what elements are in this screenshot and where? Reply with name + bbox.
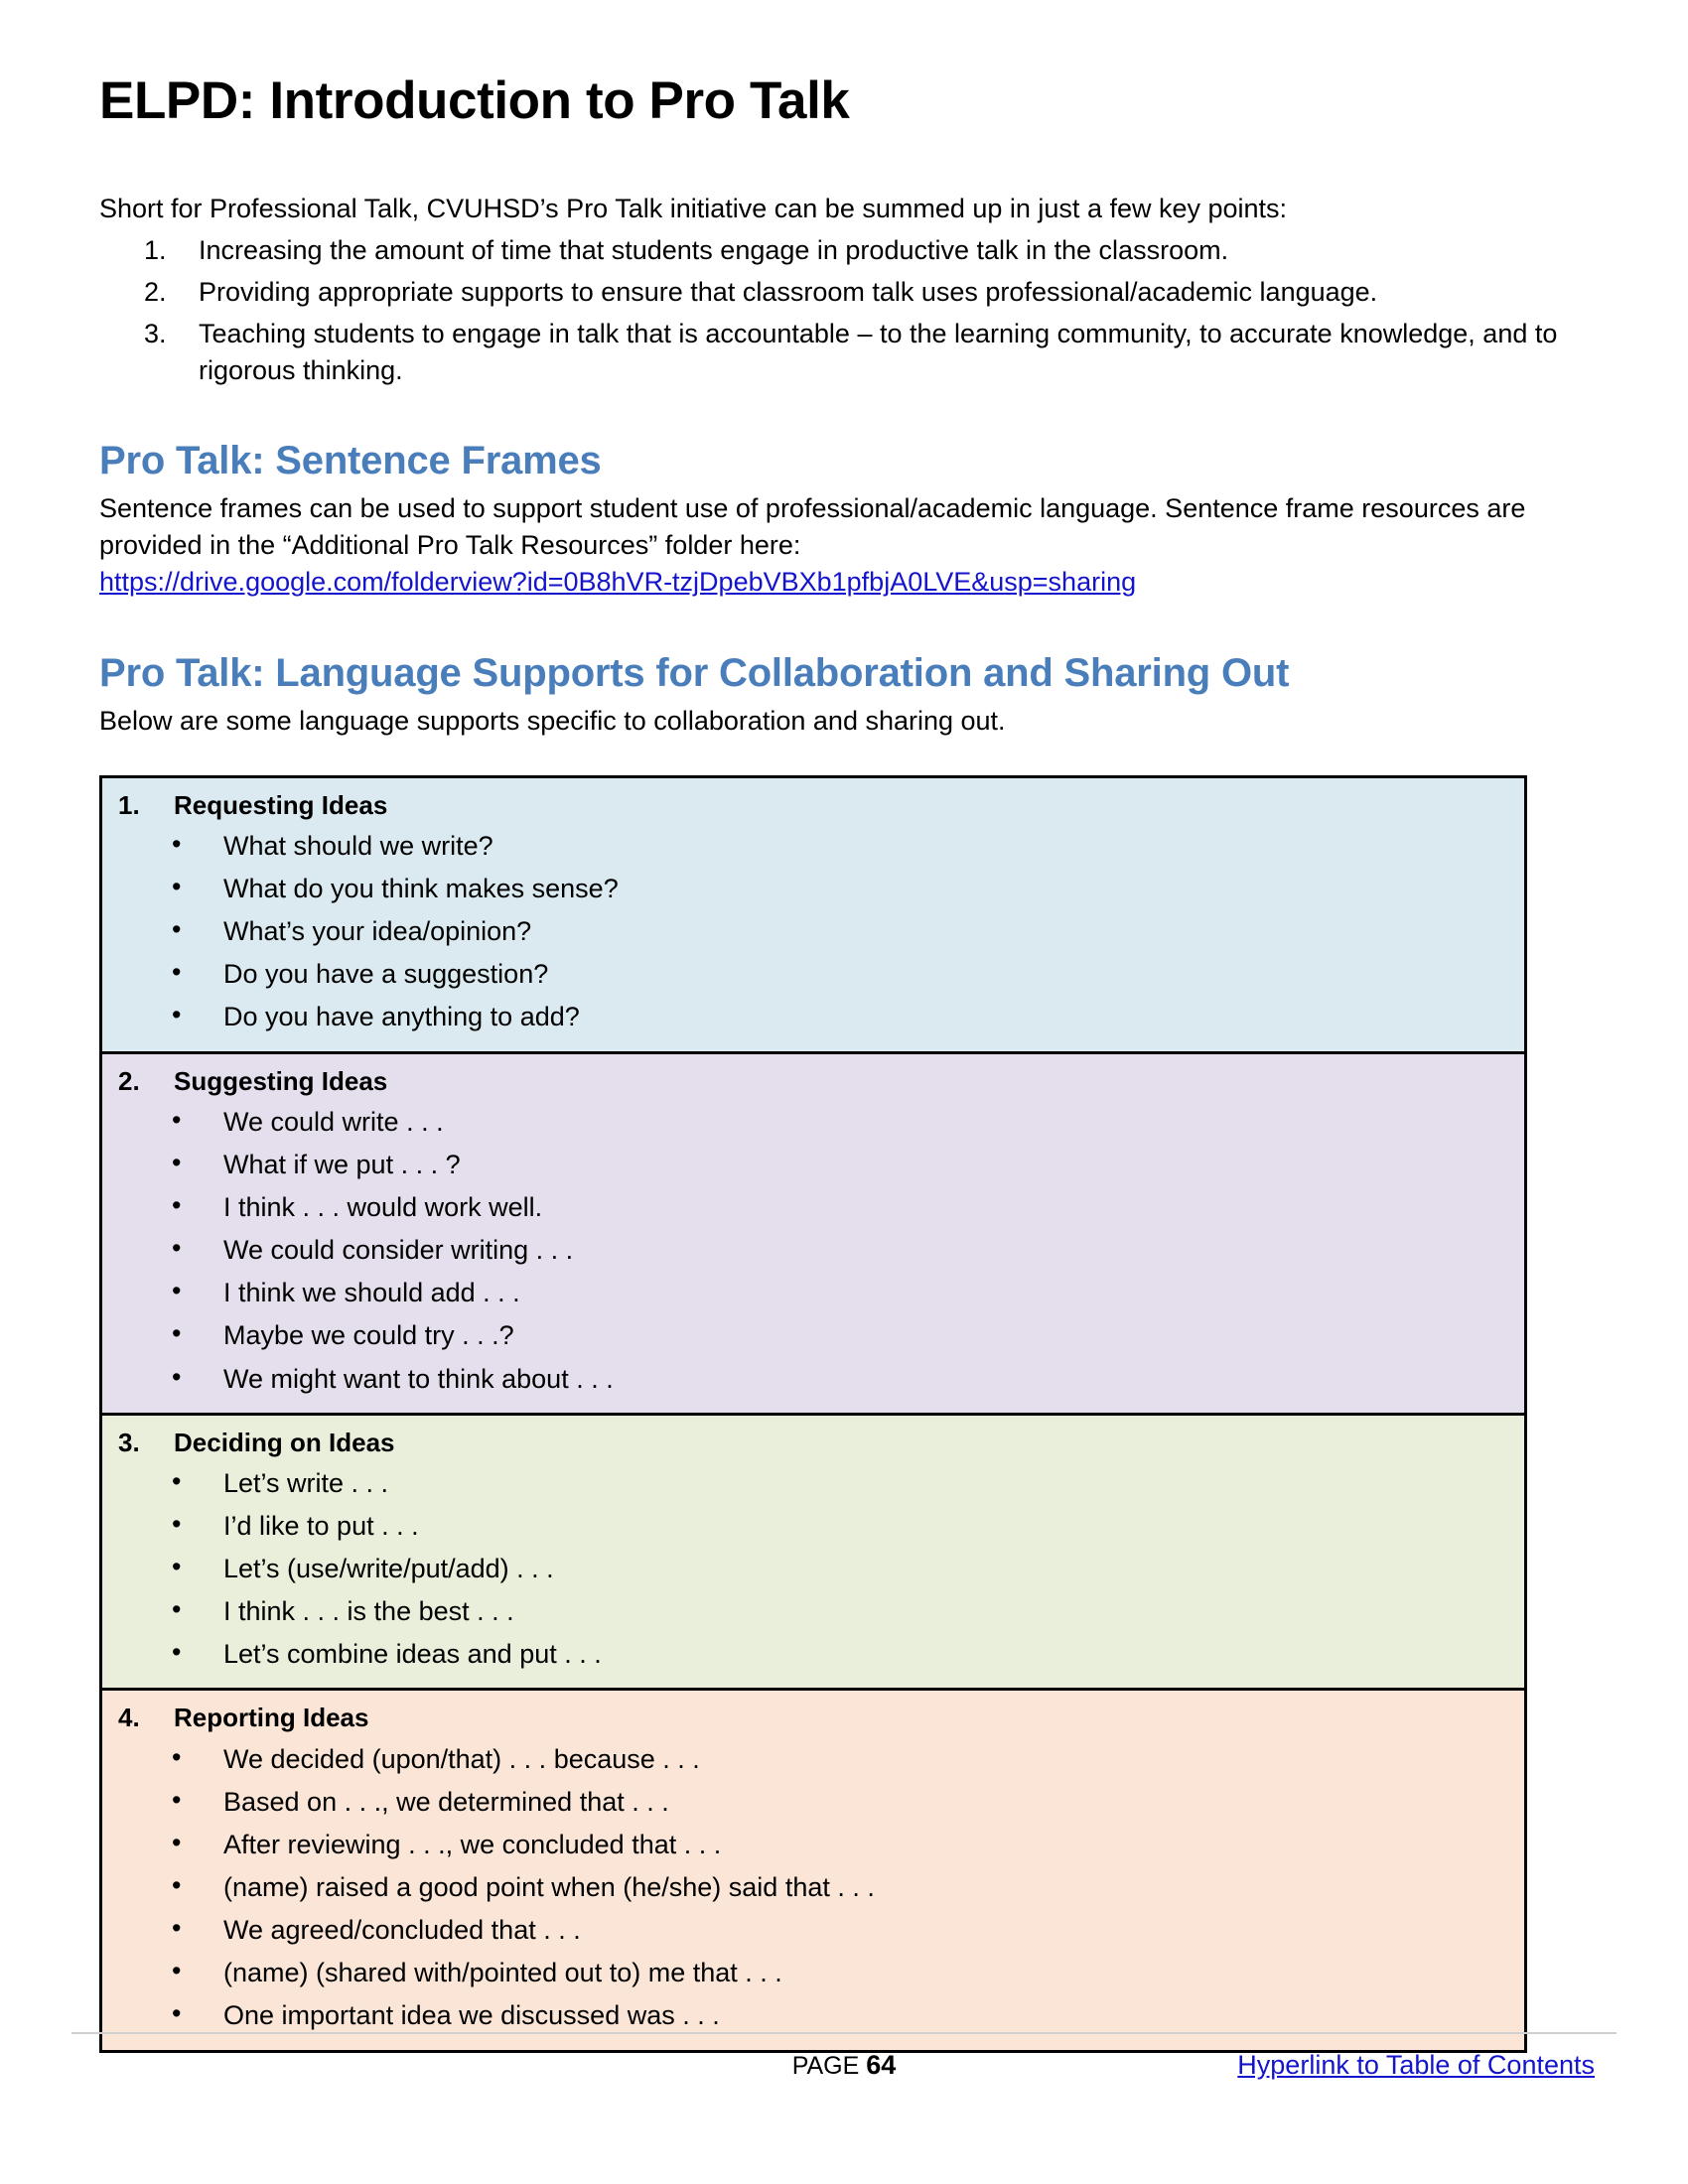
list-item: • We could consider writing . . . xyxy=(102,1231,1524,1270)
table-row xyxy=(102,1416,1524,1692)
page-footer xyxy=(71,2032,1617,2100)
page-number: 64 xyxy=(866,2050,897,2080)
language-supports-table xyxy=(99,775,1527,2053)
page-word: PAGE xyxy=(791,2052,860,2080)
list-item: • Let’s write . . . xyxy=(102,1464,1524,1503)
list-item: • Do you have anything to add? xyxy=(102,998,1524,1036)
list-item: • (name) (shared with/pointed out to) me that . . . xyxy=(102,1954,1524,1992)
list-item: • What if we put . . . ? xyxy=(102,1146,1524,1184)
table-row xyxy=(102,778,1524,1054)
category-number: 4. xyxy=(118,1703,140,1733)
category-number: 1. xyxy=(118,789,140,820)
frame-list xyxy=(102,1103,1524,1399)
section-heading-language-supports: Pro Talk: Language Supports for Collaboration and Sharing Out xyxy=(99,650,1290,695)
google-drive-folder-link[interactable]: https://drive.google.com/folderview?id=0B8hVR-tzjDpebVBXb1pfbjA0LVE&usp=sharing xyxy=(99,567,1137,598)
frame-list xyxy=(102,1740,1524,2036)
category-title xyxy=(102,1426,1524,1460)
list-item: • We might want to think about . . . xyxy=(102,1360,1524,1399)
list-item: • One important idea we discussed was . . . xyxy=(102,1996,1524,2035)
table-row xyxy=(102,1054,1524,1416)
list-item: • After reviewing . . ., we concluded that . . . xyxy=(102,1826,1524,1864)
category-title xyxy=(102,1701,1524,1735)
list-item: • What do you think makes sense? xyxy=(102,870,1524,908)
frame-list xyxy=(102,1464,1524,1675)
language-supports-paragraph: Below are some language supports specific to collaboration and sharing out. xyxy=(99,705,1006,736)
category-label: Suggesting Ideas xyxy=(174,1065,388,1096)
list-item: • We decided (upon/that) . . . because . . . xyxy=(102,1740,1524,1779)
sentence-frames-paragraph: Sentence frames can be used to support student use of professional/academic language. Sentence frame resources are provided in the “Additional Pro Talk Resources” folder here: xyxy=(99,492,1526,561)
table-row xyxy=(102,1691,1524,2049)
list-item: Teaching students to engage in talk that is accountable – to the learning community, to accurate knowledge, and to rigorous thinking. xyxy=(199,318,1558,385)
section-heading-sentence-frames: Pro Talk: Sentence Frames xyxy=(99,438,602,482)
intro-numbered-list xyxy=(99,232,1559,389)
category-label: Requesting Ideas xyxy=(174,789,388,820)
category-title xyxy=(102,788,1524,823)
list-item: • Maybe we could try . . .? xyxy=(102,1316,1524,1355)
intro-lead-paragraph: Short for Professional Talk, CVUHSD’s Pro Talk initiative can be summed up in just a few key points: xyxy=(99,193,1288,223)
list-item: • I think we should add . . . xyxy=(102,1274,1524,1312)
category-label: Deciding on Ideas xyxy=(174,1427,395,1457)
list-item: • What’s your idea/opinion? xyxy=(102,912,1524,951)
frame-list xyxy=(102,827,1524,1037)
list-item: • (name) raised a good point when (he/she) said that . . . xyxy=(102,1868,1524,1907)
list-item: • Based on . . ., we determined that . . . xyxy=(102,1783,1524,1822)
list-item: Increasing the amount of time that students engage in productive talk in the classroom. xyxy=(199,234,1229,265)
page-title: ELPD: Introduction to Pro Talk xyxy=(99,71,850,130)
list-item: • We could write . . . xyxy=(102,1103,1524,1142)
category-number: 3. xyxy=(118,1427,140,1457)
list-item: • Do you have a suggestion? xyxy=(102,955,1524,994)
category-title xyxy=(102,1064,1524,1099)
list-item: Providing appropriate supports to ensure that classroom talk uses professional/academic language. xyxy=(199,276,1378,307)
list-item: • I’d like to put . . . xyxy=(102,1507,1524,1546)
list-item: • We agreed/concluded that . . . xyxy=(102,1911,1524,1950)
category-label: Reporting Ideas xyxy=(174,1703,369,1733)
list-item: • What should we write? xyxy=(102,827,1524,866)
list-item: • Let’s (use/write/put/add) . . . xyxy=(102,1550,1524,1588)
list-item: • I think . . . would work well. xyxy=(102,1188,1524,1227)
list-item: • Let’s combine ideas and put . . . xyxy=(102,1635,1524,1674)
category-number: 2. xyxy=(118,1065,140,1096)
list-item: • I think . . . is the best . . . xyxy=(102,1592,1524,1631)
table-of-contents-link[interactable]: Hyperlink to Table of Contents xyxy=(1237,2050,1595,2080)
